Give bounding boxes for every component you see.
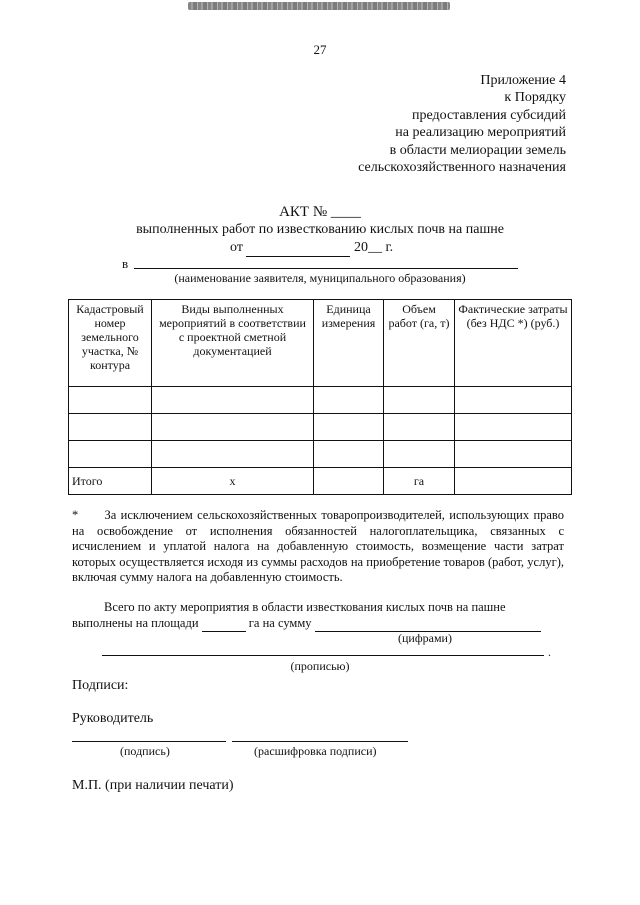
appendix-line: на реализацию мероприятий [395,125,566,141]
total-unit [314,468,384,495]
date-blank [246,240,350,257]
header-costs: Фактические затраты (без НДС *) (руб.) [455,300,572,387]
sum-blank [315,616,541,633]
applicant-caption: (наименование заявителя, муниципального образования) [174,271,466,285]
words-period: . [548,645,551,659]
appendix-line: к Порядку [504,90,566,106]
works-table [68,299,572,495]
signature-caption: (подпись) [120,744,170,758]
scan-artifact [188,2,450,10]
digits-caption: (цифрами) [398,631,452,645]
table-row [69,441,572,468]
head-label: Руководитель [72,711,154,726]
header-cadastral: Кадастровый номер земельного участка, № контура [69,300,152,387]
total-label: Итого [69,468,152,495]
total-line-1: Всего по акту мероприятия в области известкования кислых почв на пашне [104,600,506,614]
area-blank [202,616,246,633]
date-prefix: от [230,240,243,255]
page-number: 27 [313,42,327,57]
total-statement [72,600,564,632]
table-row [69,414,572,441]
table-total-row [69,468,572,495]
signature-decode-line [232,741,408,742]
total-works: х [152,468,314,495]
signatures-title: Подписи: [72,678,129,693]
total-line-2 [72,616,564,633]
act-title: АКТ № ____ [279,204,361,220]
total-costs [455,468,572,495]
in-label: в [122,256,129,271]
header-unit: Единица измерения [314,300,384,387]
appendix-block [358,72,566,176]
signature-decode-caption: (расшифровка подписи) [254,744,377,758]
appendix-line: в области мелиорации земель [389,142,566,158]
total-volume: га [384,468,455,495]
act-subtitle: выполненных работ по известкованию кислых почв на пашне [136,222,504,237]
total-sum-label: га на сумму [248,615,312,630]
table-row [69,387,572,414]
header-works: Виды выполненных мероприятий в соответствии с проектной сметной документацией [152,300,314,387]
date-year: 20__ г. [353,240,394,255]
appendix-line: предоставления субсидий [411,107,566,123]
appendix-line: Приложение 4 [480,73,566,88]
signature-line [72,741,226,742]
table-header-row [69,300,572,387]
appendix-line: сельскохозяйственного назначения [358,160,566,176]
total-area-prefix: выполнены на площади [72,615,199,630]
applicant-line [134,268,518,269]
header-volume: Объем работ (га, т) [384,300,455,387]
sum-words-line [102,655,544,656]
act-date [230,240,393,257]
words-caption: (прописью) [290,659,350,673]
vat-footnote: * За исключением сельскохозяйственных товаропроизводителей, использующих право на освобождение от исполнения обязанностей налогоплательщика, связанных с исчислением и уплатой налога на добавленную стоимость, возмещение части затрат которых осуществляется исходя из суммы расходов на приобретение товаров (работ, услуг), включая сумму налога на добавленную стоимость. [72,508,564,584]
stamp-label: М.П. (при наличии печати) [72,778,234,793]
